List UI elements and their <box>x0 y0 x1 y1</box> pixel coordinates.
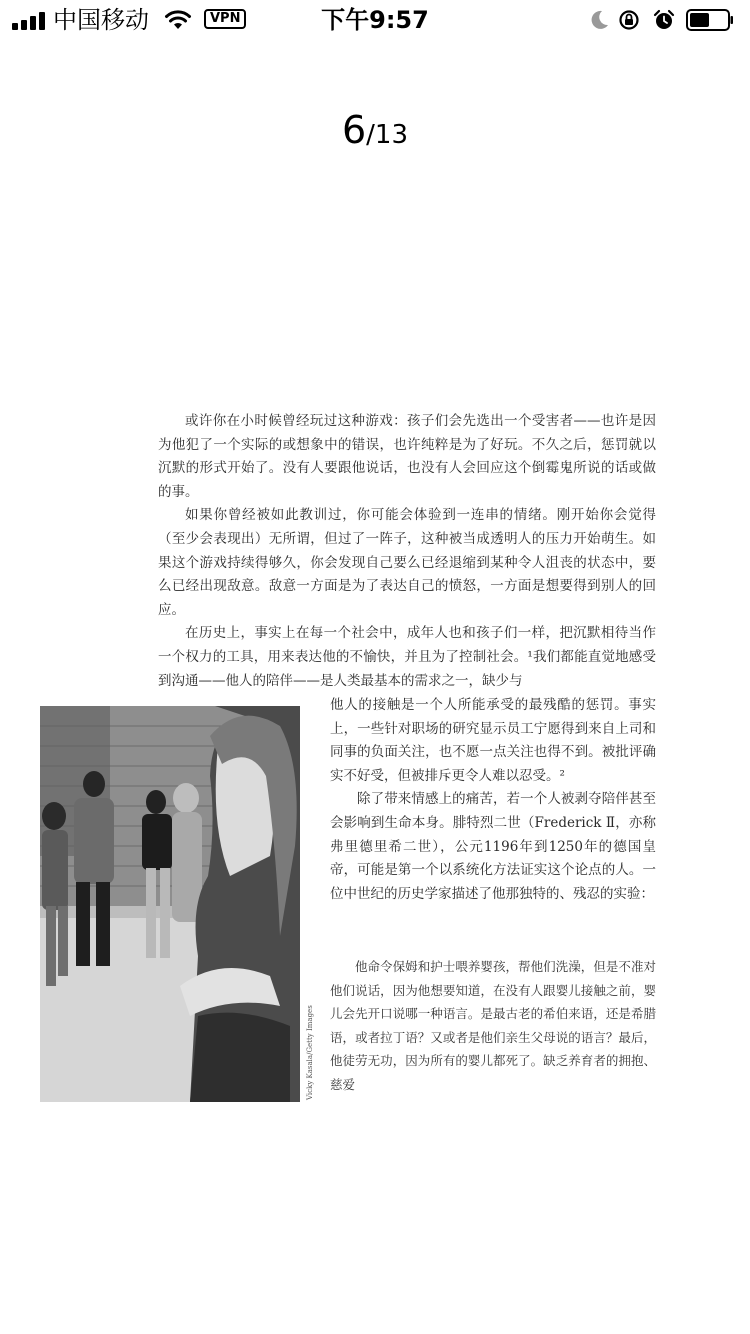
paragraph: 或许你在小时候曾经玩过这种游戏：孩子们会先选出一个受害者——也许是因为他犯了一个实际的或想象中的错误，也许纯粹是为了好玩。不久之后，惩罚就以沉默的形式开始了。没有人要跟他说话，也没有人会回应这个倒霉鬼所说的话或做的事。 <box>158 413 656 500</box>
total-pages: /13 <box>366 120 409 150</box>
paragraph: 除了带来情感上的痛苦，若一个人被剥夺陪伴甚至会影响到生命本身。腓特烈二世（Frederick Ⅱ，亦称弗里德里希二世），公元1196年到1250年的德国皇帝，可能是第一个以系统化方法证实这个论点的人。一位中世纪的历史学家描述了他那独特的、残忍的实验： <box>330 791 656 902</box>
main-text-block <box>158 410 656 693</box>
vpn-badge: VPN <box>204 9 246 29</box>
paragraph: 在历史上，事实上在每一个社会中，成年人也和孩子们一样，把沉默相待当作一个权力的工具，用来表达他的不愉快，并且为了控制社会。¹我们都能直觉地感受到沟通——他人的陪伴——是人类最基本的需求之一，缺少与 <box>158 625 656 689</box>
current-page-number: 6 <box>341 108 367 152</box>
paragraph: 他人的接触是一个人所能承受的最残酷的惩罚。事实上，一些针对职场的研究显示员工宁愿得到来自上司和同事的负面关注，也不愿一点关注也得不到。被批评确实不好受，但被排斥更令人难以忍受。² <box>330 697 656 784</box>
quote-text: 他命令保姆和护士喂养婴孩，帮他们洗澡，但是不准对他们说话，因为他想要知道，在没有人跟婴儿接触之前，婴儿会先开口说哪一种语言。是最古老的希伯来语，还是希腊语，或者拉丁语？又或者是他们亲生父母说的语言？最后，他徒劳无功，因为所有的婴儿都死了。缺乏养育者的拥抱、慈爱 <box>330 959 656 1092</box>
block-quote <box>330 955 656 1096</box>
carrier-name: 中国移动 <box>53 6 149 34</box>
side-text-block <box>330 694 656 906</box>
photo-credit: Vicky Kasala/Getty Images <box>306 1005 314 1100</box>
status-time: 下午9:57 <box>321 6 429 34</box>
book-photo <box>40 706 300 1102</box>
paragraph: 如果你曾经被如此教训过，你可能会体验到一连串的情绪。刚开始你会觉得（至少会表现出）无所谓，但过了一阵子，这种被当成透明人的压力开始萌生。如果这个游戏持续得够久，你会发现自己要么已经退缩到某种令人沮丧的状态中，要么已经出现敌意。敌意一方面是为了表达自己的愤怒，一方面是想要得到别人的回应。 <box>158 507 656 618</box>
